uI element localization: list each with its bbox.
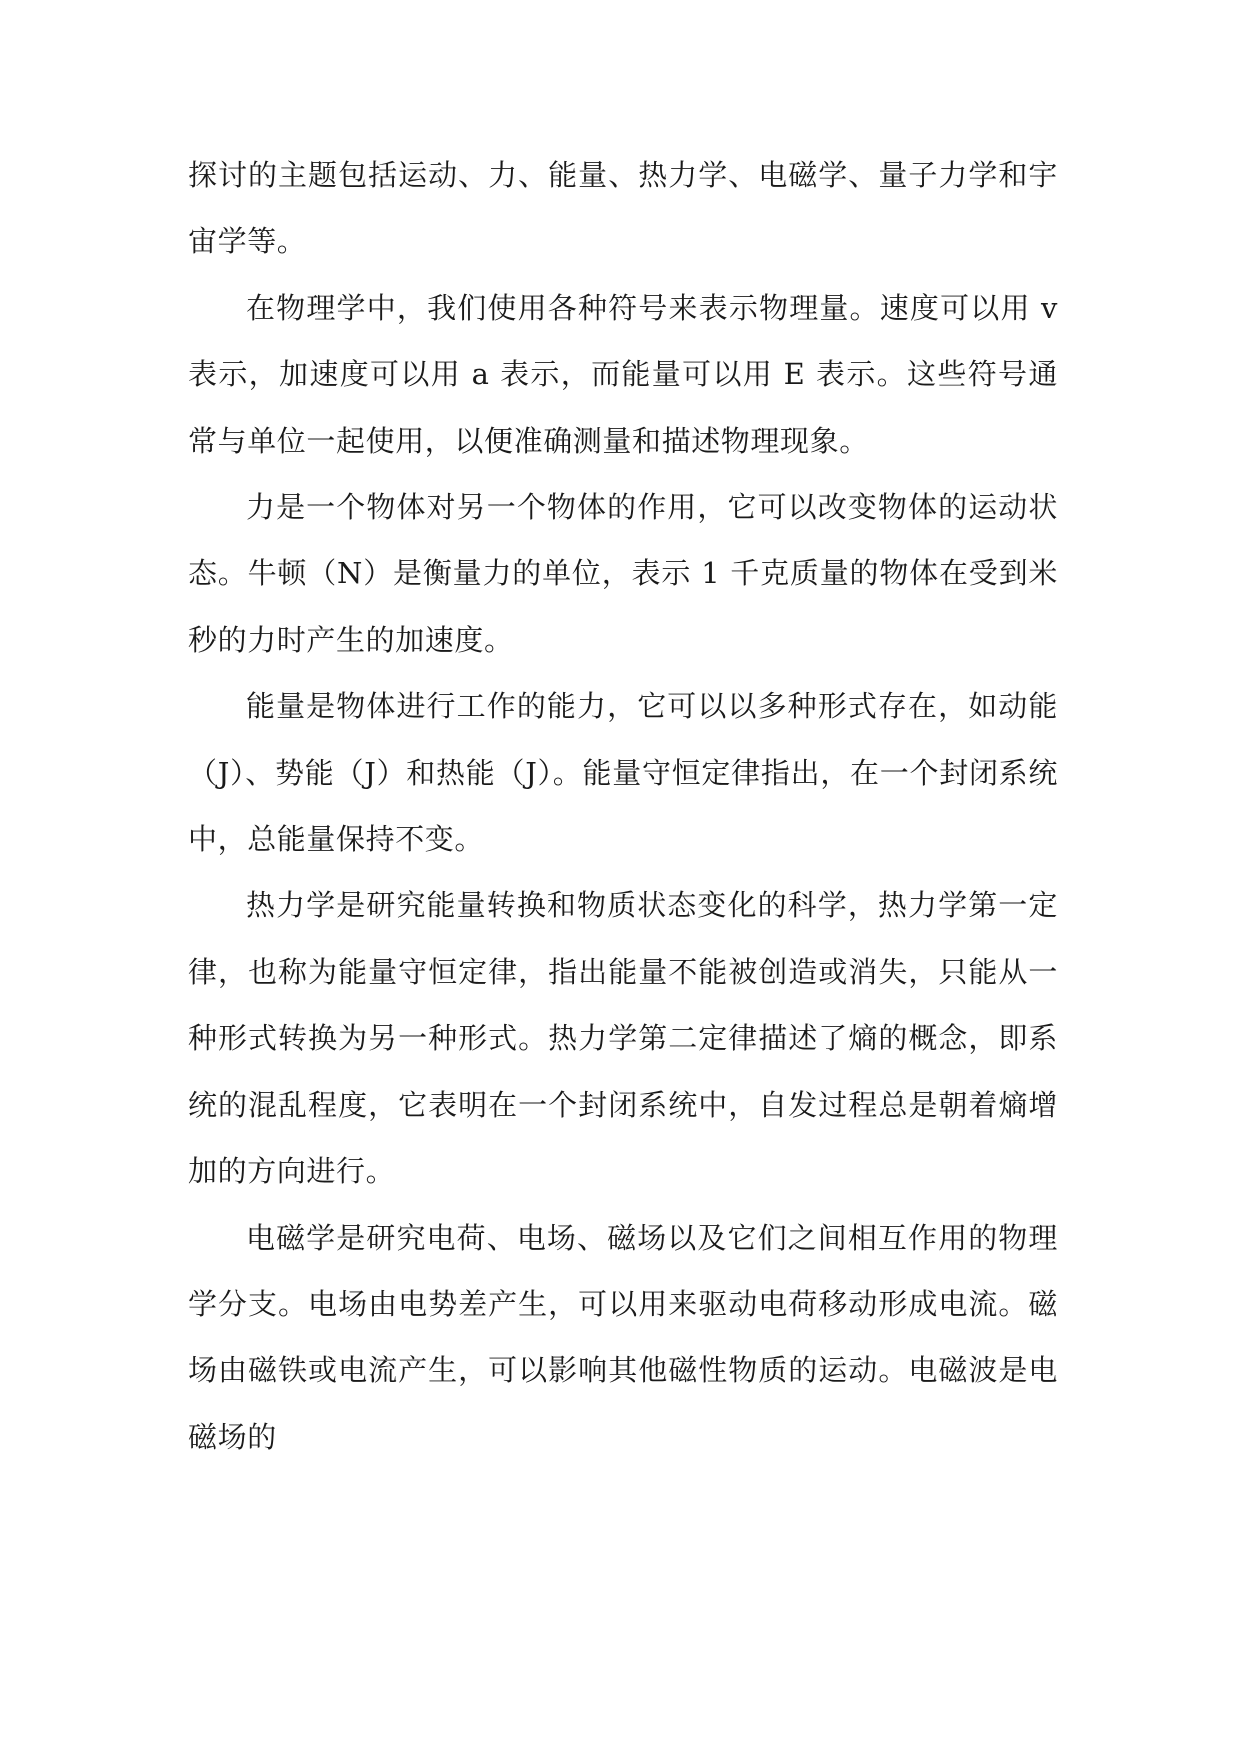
paragraph-symbols: 在物理学中，我们使用各种符号来表示物理量。速度可以用 v 表示，加速度可以用 a 表示，而能量可以用 E 表示。这些符号通常与单位一起使用，以便准确测量和描述物理现象。 [188,290,1058,458]
body-text [188,142,1058,1470]
paragraph-thermodynamics: 热力学是研究能量转换和物质状态变化的科学，热力学第一定律，也称为能量守恒定律，指出能量不能被创造或消失，只能从一种形式转换为另一种形式。热力学第二定律描述了熵的概念，即系统的混乱程度，它表明在一个封闭系统中，自发过程总是朝着熵增加的方向进行。 [188,888,1058,1189]
paragraph-topics-continued: 探讨的主题包括运动、力、能量、热力学、电磁学、量子力学和宇宙学等。 [188,158,1058,259]
paragraph-force: 力是一个物体对另一个物体的作用，它可以改变物体的运动状态。牛顿（N）是衡量力的单位，表示 1 千克质量的物体在受到米秒的力时产生的加速度。 [188,490,1058,657]
paragraph-electromagnetism: 电磁学是研究电荷、电场、磁场以及它们之间相互作用的物理学分支。电场由电势差产生，可以用来驱动电荷移动形成电流。磁场由磁铁或电流产生，可以影响其他磁性物质的运动。电磁波是电磁场的 [188,1220,1058,1454]
paragraph-energy: 能量是物体进行工作的能力，它可以以多种形式存在，如动能（J）、势能（J）和热能（J）。能量守恒定律指出，在一个封闭系统中，总能量保持不变。 [188,689,1058,857]
